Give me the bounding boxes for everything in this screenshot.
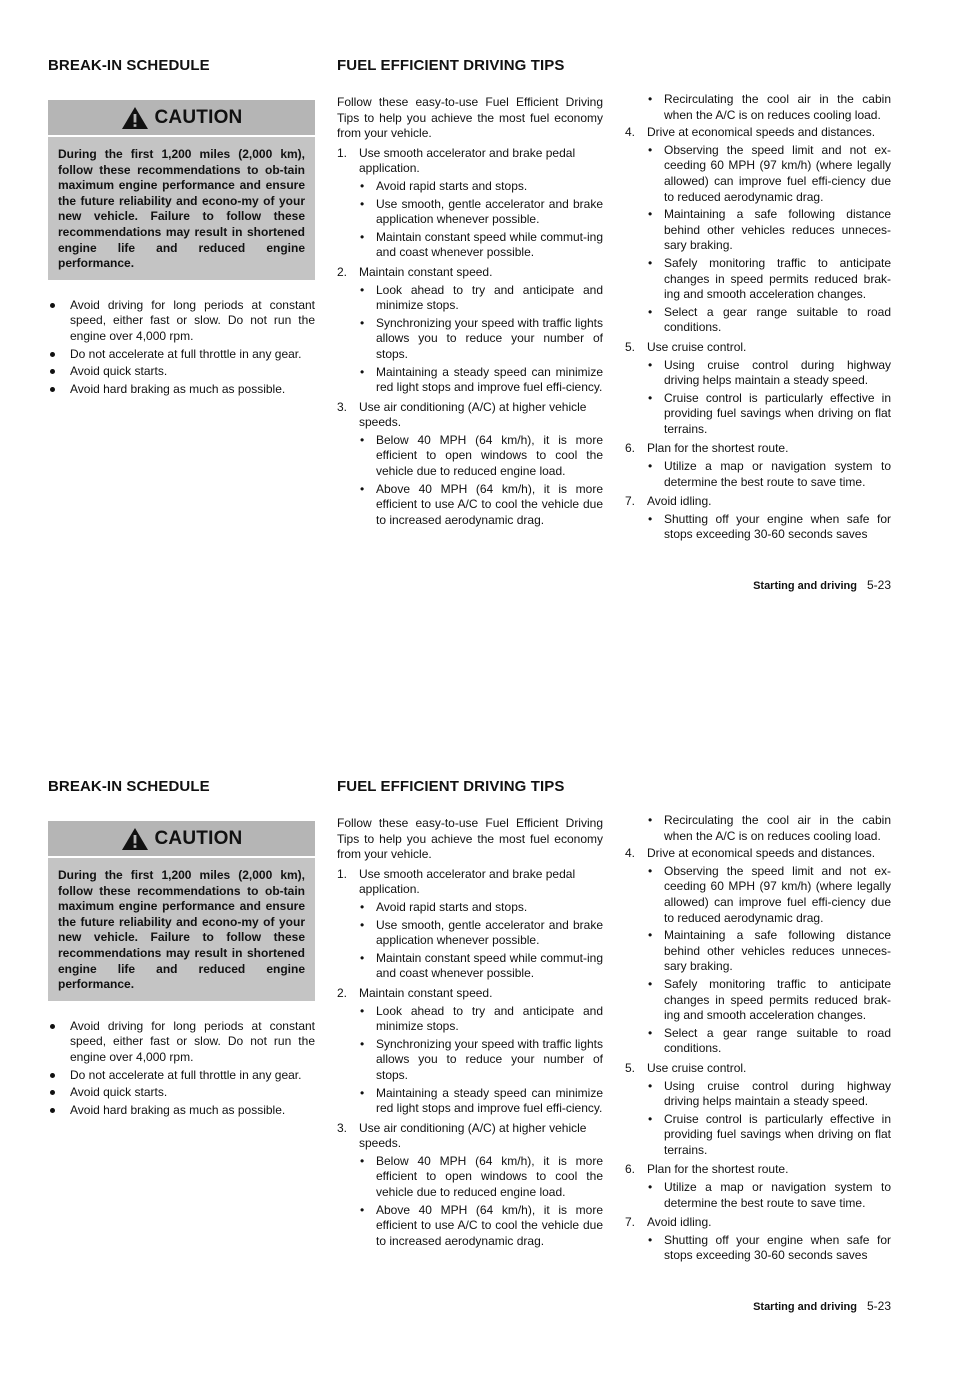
page-footer (753, 1299, 891, 1313)
tip-number: 4. (625, 125, 636, 140)
sub-item: • Maintain constant speed while commut-ing and coast whenever possible. (359, 951, 603, 982)
footer-page-number: 5-23 (866, 578, 891, 592)
tip-item (625, 1215, 891, 1264)
sub-item: • Avoid rapid starts and stops. (359, 900, 603, 916)
list-item: Avoid quick starts. (48, 1085, 315, 1101)
tip-item (337, 867, 603, 982)
column-break-in (48, 56, 315, 399)
tip-number: 7. (625, 494, 636, 509)
sub-item: • Safely monitoring traffic to anticipate changes in speed permits reduced brak-ing and smooth acceleration changes. (647, 977, 891, 1024)
tip-text: Plan for the shortest route. (647, 441, 789, 456)
footer-section-title: Starting and driving (753, 1301, 857, 1313)
sub-item: • Shutting off your engine when safe for stops exceeding 30-60 seconds saves (647, 1233, 891, 1264)
tips-list-continued (625, 125, 891, 543)
tip-item (337, 400, 603, 529)
heading-break-in-schedule: BREAK-IN SCHEDULE (48, 778, 210, 795)
tip-text: Avoid idling. (647, 494, 712, 509)
break-in-list (48, 298, 315, 398)
sub-item: • Avoid rapid starts and stops. (359, 179, 603, 195)
tip-number: 6. (625, 441, 636, 456)
page-top (0, 0, 954, 660)
tips-list-continued (625, 846, 891, 1264)
tip-number: 6. (625, 1162, 636, 1177)
sub-item: • Utilize a map or navigation system to determine the best route to save time. (647, 459, 891, 490)
tip-number: 7. (625, 1215, 636, 1230)
sub-item: • Maintaining a steady speed can minimize red light stops and improve fuel effi-ciency. (359, 1086, 603, 1117)
caution-header (48, 821, 315, 858)
sub-item: • Below 40 MPH (64 km/h), it is more efficient to open windows to cool the vehicle due to reduced engine load. (359, 433, 603, 480)
heading-fuel-efficient-driving-tips: FUEL EFFICIENT DRIVING TIPS (337, 778, 565, 795)
list-item: Avoid driving for long periods at constant speed, either fast or slow. Do not run the engine over 4,000 rpm. (48, 298, 315, 345)
tip-item (337, 986, 603, 1117)
sub-item: • Maintaining a safe following distance behind other vehicles reduces unneces-sary braking. (647, 207, 891, 254)
tip-number: 2. (337, 985, 348, 1000)
sub-item: • Recirculating the cool air in the cabin when the A/C is on reduces cooling load. (625, 92, 891, 123)
tip-text: Maintain constant speed. (359, 264, 493, 279)
tip-item (337, 1121, 603, 1250)
sub-item: • Cruise control is particularly effective in providing fuel savings when driving on flat terrains. (647, 391, 891, 438)
tip-item (625, 1162, 891, 1211)
sub-item: • Maintaining a steady speed can minimize red light stops and improve fuel effi-ciency. (359, 365, 603, 396)
fuel-intro: Follow these easy-to-use Fuel Efficient Driving Tips to help you achieve the most fuel economy from your vehicle. (337, 816, 603, 862)
tip-text: Drive at economical speeds and distances. (647, 846, 876, 861)
sub-item: • Select a gear range suitable to road conditions. (647, 1026, 891, 1057)
break-in-list (48, 1019, 315, 1119)
tip-number: 1. (337, 145, 348, 160)
tip-item (625, 1061, 891, 1159)
sub-item: • Observing the speed limit and not ex-ceeding 60 MPH (97 km/h) (where legally allowed) can improve fuel effi-ciency due to reduced aerodynamic drag. (647, 143, 891, 205)
tip-text: Drive at economical speeds and distances. (647, 125, 876, 140)
tip-item (625, 340, 891, 438)
list-item: Avoid hard braking as much as possible. (48, 1103, 315, 1119)
footer-page-number: 5-23 (866, 1299, 891, 1313)
tip-number: 5. (625, 1060, 636, 1075)
sub-item: • Maintain constant speed while commut-ing and coast whenever possible. (359, 230, 603, 261)
fuel-intro: Follow these easy-to-use Fuel Efficient Driving Tips to help you achieve the most fuel economy from your vehicle. (337, 95, 603, 141)
sub-item: • Select a gear range suitable to road conditions. (647, 305, 891, 336)
tip-text: Maintain constant speed. (359, 985, 493, 1000)
list-item: Avoid hard braking as much as possible. (48, 382, 315, 398)
sub-item: • Look ahead to try and anticipate and minimize stops. (359, 1004, 603, 1035)
sub-item: • Observing the speed limit and not ex-ceeding 60 MPH (97 km/h) (where legally allowed) can improve fuel effi-ciency due to reduced aerodynamic drag. (647, 864, 891, 926)
list-item: Avoid quick starts. (48, 364, 315, 380)
list-item: Avoid driving for long periods at constant speed, either fast or slow. Do not run the engine over 4,000 rpm. (48, 1019, 315, 1066)
sub-item: • Maintaining a safe following distance behind other vehicles reduces unneces-sary braking. (647, 928, 891, 975)
sub-item: • Using cruise control during highway driving helps maintain a steady speed. (647, 1079, 891, 1110)
caution-box (48, 100, 315, 280)
sub-item: • Above 40 MPH (64 km/h), it is more efficient to use A/C to cool the vehicle due to increased aerodynamic drag. (359, 482, 603, 529)
tip-item (625, 441, 891, 490)
sub-item: • Cruise control is particularly effective in providing fuel savings when driving on flat terrains. (647, 1112, 891, 1159)
page-bottom (0, 721, 954, 1381)
tip-item (337, 265, 603, 396)
tip-item (625, 846, 891, 1057)
tip-text: Use smooth accelerator and brake pedal application. (359, 866, 576, 897)
caution-text: During the first 1,200 miles (2,000 km), follow these recommendations to ob-tain maximum engine performance and ensure the future reliability and econo-my of your new vehicle. Failure to follow these recommendations may result in shortened engine life and reduced engine performance. (58, 868, 305, 992)
column-fuel-tips-continued (625, 813, 891, 1268)
sub-item: • Look ahead to try and anticipate and minimize stops. (359, 283, 603, 314)
caution-box (48, 821, 315, 1001)
tip-text: Use air conditioning (A/C) at higher vehicle speeds. (359, 399, 587, 430)
sub-item: • Shutting off your engine when safe for stops exceeding 30-60 seconds saves (647, 512, 891, 543)
tip-item (337, 146, 603, 261)
list-item: Do not accelerate at full throttle in any gear. (48, 347, 315, 363)
sub-item: • Use smooth, gentle accelerator and brake application whenever possible. (359, 918, 603, 949)
caution-header (48, 100, 315, 137)
column-break-in (48, 777, 315, 1120)
tip-item (625, 494, 891, 543)
tip-text: Use air conditioning (A/C) at higher vehicle speeds. (359, 1120, 587, 1151)
sub-item: • Using cruise control during highway driving helps maintain a steady speed. (647, 358, 891, 389)
tip-number: 5. (625, 339, 636, 354)
tip-text: Avoid idling. (647, 1215, 712, 1230)
caution-title: CAUTION (154, 827, 243, 849)
tip-text: Use smooth accelerator and brake pedal application. (359, 145, 576, 176)
list-item: Do not accelerate at full throttle in any gear. (48, 1068, 315, 1084)
column-fuel-tips (337, 777, 603, 1253)
tip-text: Plan for the shortest route. (647, 1162, 789, 1177)
caution-title: CAUTION (154, 106, 243, 128)
tip-text: Use cruise control. (647, 339, 747, 354)
sub-item: • Above 40 MPH (64 km/h), it is more efficient to use A/C to cool the vehicle due to increased aerodynamic drag. (359, 1203, 603, 1250)
caution-text: During the first 1,200 miles (2,000 km), follow these recommendations to ob-tain maximum engine performance and ensure the future reliability and econo-my of your new vehicle. Failure to follow these recommendations may result in shortened engine life and reduced engine performance. (58, 147, 305, 271)
sub-item: • Synchronizing your speed with traffic lights allows you to reduce your number of stops. (359, 316, 603, 363)
warning-triangle-icon (121, 106, 149, 130)
column-fuel-tips-continued (625, 92, 891, 547)
sub-item: • Below 40 MPH (64 km/h), it is more efficient to open windows to cool the vehicle due to reduced engine load. (359, 1154, 603, 1201)
tip-number: 4. (625, 846, 636, 861)
tip-number: 1. (337, 866, 348, 881)
warning-triangle-icon (121, 827, 149, 851)
tip-item (625, 125, 891, 336)
tip-number: 3. (337, 399, 348, 414)
footer-section-title: Starting and driving (753, 580, 857, 592)
column-fuel-tips (337, 56, 603, 532)
sub-item: • Synchronizing your speed with traffic lights allows you to reduce your number of stops. (359, 1037, 603, 1084)
sub-item: • Use smooth, gentle accelerator and brake application whenever possible. (359, 197, 603, 228)
tips-list (337, 146, 603, 529)
tips-list (337, 867, 603, 1250)
tip-number: 2. (337, 264, 348, 279)
tip-number: 3. (337, 1120, 348, 1135)
sub-item: • Utilize a map or navigation system to determine the best route to save time. (647, 1180, 891, 1211)
sub-item: • Recirculating the cool air in the cabin when the A/C is on reduces cooling load. (625, 813, 891, 844)
sub-item: • Safely monitoring traffic to anticipate changes in speed permits reduced brak-ing and smooth acceleration changes. (647, 256, 891, 303)
heading-fuel-efficient-driving-tips: FUEL EFFICIENT DRIVING TIPS (337, 57, 565, 74)
page-footer (753, 578, 891, 592)
tip-text: Use cruise control. (647, 1060, 747, 1075)
heading-break-in-schedule: BREAK-IN SCHEDULE (48, 57, 210, 74)
